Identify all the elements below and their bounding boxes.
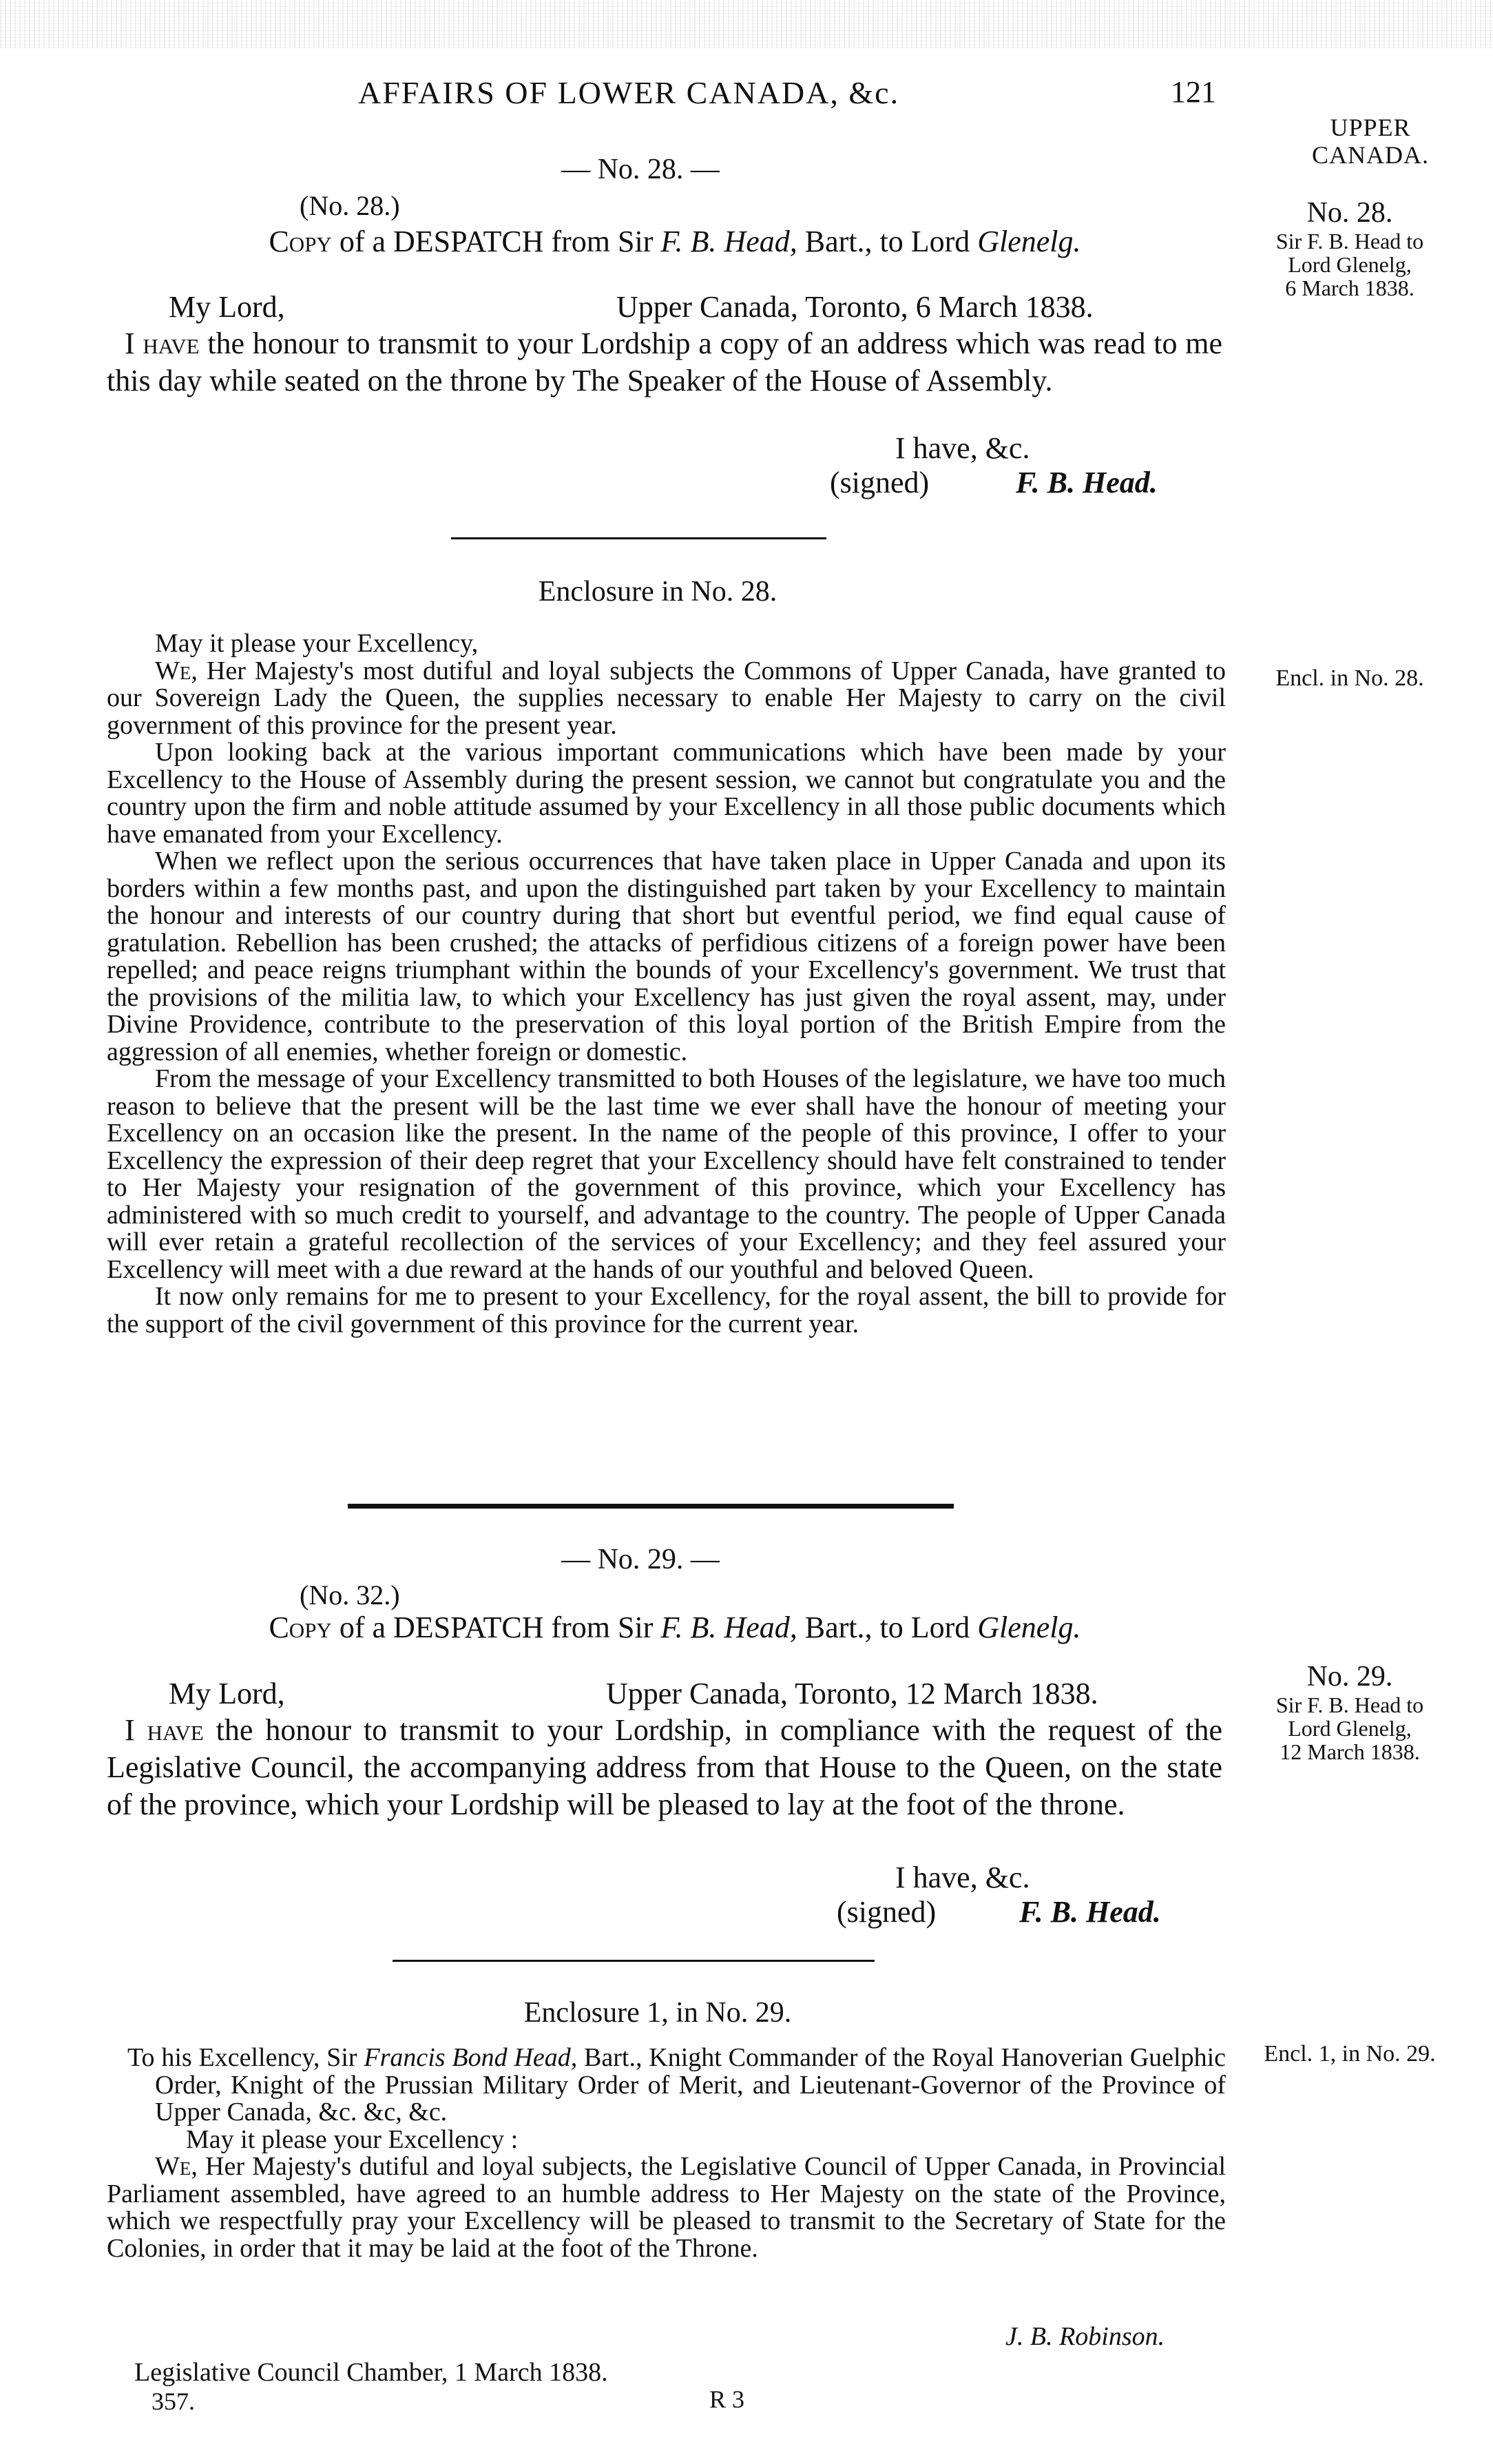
section-label-no29: — No. 29. — (561, 1544, 720, 1575)
margin-no28-number: No. 28. (1306, 197, 1393, 229)
margin-note-no29 (1236, 1660, 1463, 1763)
copy-word: Copy (269, 1611, 332, 1644)
despatch-heading-no29 (158, 1610, 1191, 1645)
margin-no29-number: No. 29. (1306, 1661, 1393, 1692)
letter-body-no28 (107, 325, 1222, 400)
signature-no29: F. B. Head. (1019, 1895, 1161, 1929)
dedication-text: Bart., Knight Commander of the Royal Hanoverian Guelphic Order, Knight of the Prussian Military Order of Merit, and Lieutenant-Governor of the Province of Upper Canada, &c. &c, &c. (155, 2043, 1226, 2126)
margin-no29-line1: Sir F. B. Head to (1275, 1692, 1424, 1717)
opening-word: We (155, 2152, 191, 2181)
signature-no28: F. B. Head. (1016, 466, 1158, 499)
margin-no28-line1: Sir F. B. Head to (1275, 229, 1424, 253)
opening-word: I have (125, 1713, 204, 1747)
signature-robinson: J. B. Robinson. (1005, 2322, 1165, 2351)
despatch-heading-no28 (158, 224, 1191, 259)
place-date-no28: Upper Canada, Toronto, 6 March 1838. (616, 290, 1094, 324)
enclosure-paragraph (107, 658, 1226, 740)
enclosure-title-no28: Enclosure in No. 28. (538, 576, 777, 608)
enclosure-paragraph: From the message of your Excellency transmitted to both Houses of the legislature, we have too much reason to believe that the present will be the last time we ever shall have the honour of meeting your Excellency on an occasion like the present. In the name of the people of this province, I offer to your Excellency the expression of their deep regret that your Excellency should have felt constrained to tender to Her Majesty your resignation of the government of this province, which your Excellency has administered with so much credit to yourself, and advantage to the country. The people of Upper Canada will ever retain a grateful recollection of the services of your Excellency; and they feel assured your Excellency will meet with a due reward at the hands of our youthful and beloved Queen. (107, 1064, 1226, 1284)
recipient-name: Glenelg. (977, 225, 1081, 258)
salutation-no28: My Lord, (169, 290, 285, 324)
letter-text: the honour to transmit to your Lordship a copy of an address which was read to me this day while seated on the throne by The Speaker of the House of Assembly. (107, 327, 1222, 397)
enclosure-paragraph: Upon looking back at the various important communications which have been made by your Excellency to the House of Assembly during the present session, we cannot but congratulate you and the country upon the firm and noble attitude assumed by your Excellency in all those public documents which have emanated from your Excellency. (107, 738, 1226, 849)
paragraph-text: , Her Majesty's dutiful and loyal subjects, the Legislative Council of Upper Canada, in Provincial Parliament assembled, have agreed to an humble address to Her Majesty on the state of the Province, which we respectfully pray your Excellency will be pleased to transmit to the Secretary of State for the Colonies, in order that it may be laid at the foot of the Throne. (107, 2152, 1226, 2263)
margin-no29-line2: Lord Glenelg, (1288, 1716, 1412, 1741)
page-number: 121 (1171, 75, 1216, 109)
margin-region-label: UPPER CANADA. (1311, 114, 1429, 169)
letter-text: the honour to transmit to your Lordship, in compliance with the request of the Legislative Council, the accompanying address from that House to the Queen, on the state of the province, which your Lordship will be pleased to lay at the foot of the throne. (107, 1713, 1222, 1821)
address-line: May it please your Excellency : (186, 2124, 519, 2154)
dedication-paragraph (107, 2044, 1226, 2126)
margin-no28-line3: 6 March 1838. (1285, 276, 1414, 300)
running-head: AFFAIRS OF LOWER CANADA, &c. (358, 75, 900, 110)
margin-no28-line2: Lord Glenelg, (1288, 252, 1412, 277)
enclosure-body-no29 (107, 2044, 1226, 2262)
opening-word: We (155, 656, 191, 685)
sender-name: F. B. Head, (660, 225, 797, 258)
enclosure-body-no28 (107, 630, 1226, 1338)
closing-no28: I have, &c. (895, 431, 1030, 465)
dedicatee-name: Francis Bond Head, (364, 2043, 578, 2072)
letter-body-no29 (107, 1712, 1222, 1823)
enclosure-title-no29: Enclosure 1, in No. 29. (523, 1997, 792, 2029)
enclosure-paragraph: It now only remains for me to present to your Excellency, for the royal assent, the bill to provide for the support of the civil government of this province for the current year. (107, 1282, 1226, 1338)
address-line: May it please your Excellency, (155, 629, 479, 658)
letter-paragraph (107, 1712, 1222, 1823)
original-number-no29: (No. 32.) (300, 1580, 400, 1611)
margin-encl29: Encl. 1, in No. 29. (1264, 2041, 1436, 2067)
heading-text: of a DESPATCH from Sir (331, 1611, 661, 1644)
enclosure-paragraph: When we reflect upon the serious occurrences that have taken place in Upper Canada and upon its borders within a few months past, and upon the distinguished part taken by your Excellency to maintain the honour and interests of our country during that short but eventful period, we find equal cause of gratulation. Rebellion has been crushed; the attacks of perfidious citizens of a foreign power have been repelled; and peace reigns triumphant within the bounds of your Excellency's government. We trust that the provisions of the militia law, to which your Excellency has just given the royal assent, may, under Divine Providence, contribute to the preservation of this loyal portion of the British Empire from the aggression of all enemies, whether foreign or domestic. (107, 847, 1226, 1066)
scan-noise-border (0, 0, 1493, 48)
section-label-no28: — No. 28. — (561, 154, 720, 185)
letter-paragraph (107, 325, 1222, 400)
footer-sheet-number: 357. (152, 2388, 195, 2415)
opening-word: I have (125, 327, 200, 360)
sender-name: F. B. Head, (660, 1611, 797, 1644)
divider (451, 537, 826, 539)
footer-signature-mark: R 3 (709, 2385, 745, 2413)
salutation-no29: My Lord, (169, 1677, 285, 1710)
signed-label-no29: (signed) (837, 1895, 937, 1929)
margin-encl28: Encl. in No. 28. (1275, 665, 1424, 691)
original-number-no28: (No. 28.) (300, 190, 400, 221)
margin-note-no28 (1236, 196, 1463, 300)
paragraph-text: , Her Majesty's most dutiful and loyal subjects the Commons of Upper Canada, have granted to our Sovereign Lady the Queen, the supplies necessary to enable Her Majesty to carry on the civil government of this province for the present year. (107, 656, 1226, 740)
place-date-no29: Upper Canada, Toronto, 12 March 1838. (606, 1677, 1098, 1710)
divider (393, 1960, 875, 1962)
closing-no29: I have, &c. (895, 1861, 1030, 1894)
section-divider-thick (348, 1504, 954, 1509)
heading-text: Bart., to Lord (797, 225, 978, 258)
enclosure-paragraph (107, 2153, 1226, 2262)
dedication-text: To his Excellency, Sir (127, 2043, 364, 2072)
copy-word: Copy (269, 225, 332, 258)
margin-no29-line3: 12 March 1838. (1280, 1739, 1420, 1764)
recipient-name: Glenelg. (977, 1611, 1081, 1644)
heading-text: Bart., to Lord (797, 1611, 978, 1644)
heading-text: of a DESPATCH from Sir (331, 225, 661, 258)
council-place-date: Legislative Council Chamber, 1 March 1838. (134, 2358, 608, 2387)
signed-label-no28: (signed) (830, 466, 930, 499)
